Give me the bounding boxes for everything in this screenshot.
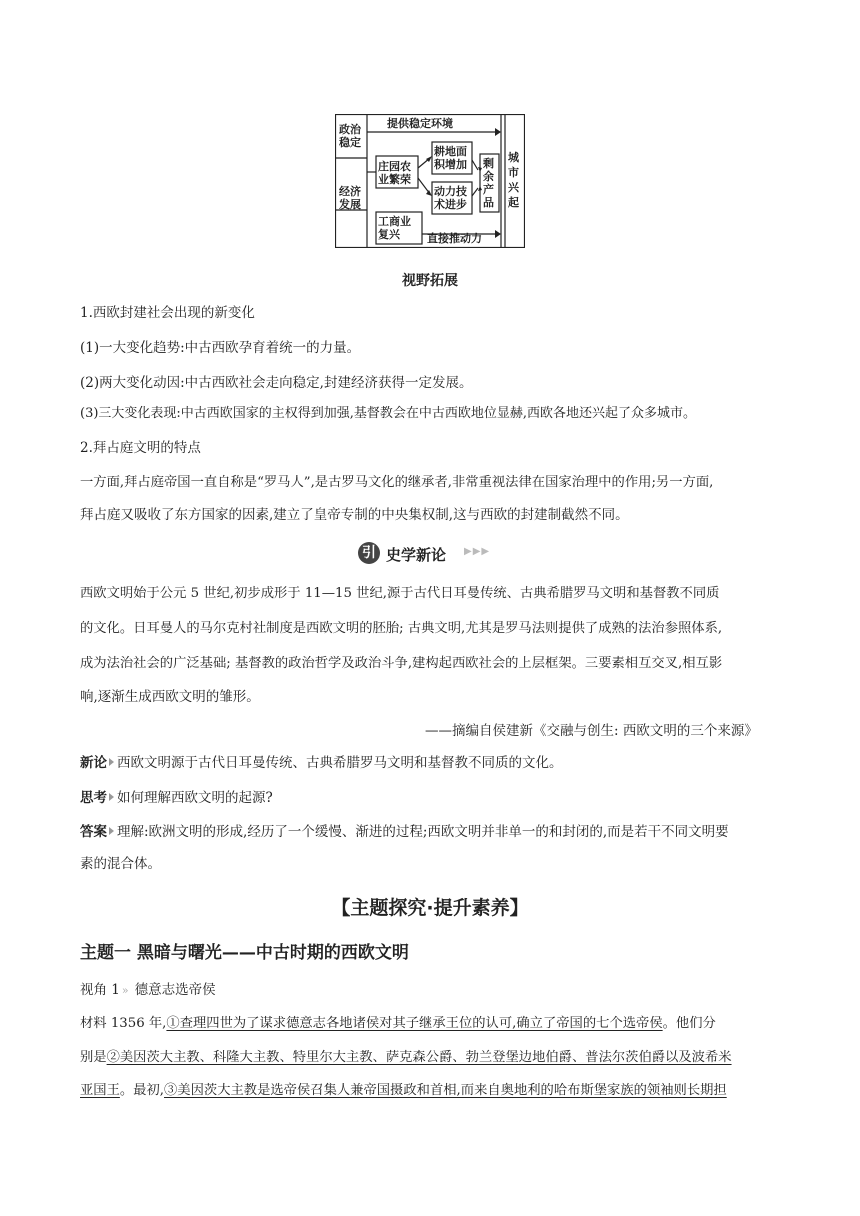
answer-line-2: 素的混合体。 — [80, 856, 161, 872]
triangle-icon — [109, 827, 114, 835]
expand-line-7: 拜占庭又吸收了东方国家的因素,建立了皇帝专制的中央集权制,这与西欧的封建制截然不同。 — [80, 507, 629, 523]
answer-tag: 答案 — [80, 824, 107, 840]
history-line-4: 响,逐渐生成西欧文明的雏形。 — [80, 689, 260, 705]
city-label: 城 市 兴 起 — [508, 151, 519, 209]
think-tag: 思考 — [80, 790, 107, 806]
expand-title: 视野拓展 — [402, 273, 458, 289]
underline-1: ①查理四世为了谋求德意志各地诸侯对其子继承王位的认可,确立了帝国的七个选帝侯 — [166, 1016, 663, 1031]
history-line-1: 西欧文明始于公元 5 世纪,初步成形于 11—15 世纪,源于古代日耳曼传统、古典希腊罗马文明和基督教不同质 — [80, 586, 720, 601]
expand-line-3: (2)两大变化动因:中古西欧社会走向稳定,封建经济获得一定发展。 — [80, 375, 473, 391]
material-line-3: 亚国王。最初,③美因茨大主教是选帝侯召集人兼帝国摄政和首相,而来自奥地利的哈布斯堡家族的领袖则长期担 — [80, 1083, 727, 1098]
history-banner — [352, 541, 512, 567]
underline-2-end: 亚国王 — [80, 1083, 120, 1098]
surplus-label: 剩 余 产 品 — [483, 157, 494, 209]
underline-3: ③美因茨大主教是选帝侯召集人兼帝国摄政和首相,而来自奥地利的哈布斯堡家族的领袖则长期担 — [164, 1083, 727, 1098]
new-view-text: 西欧文明源于古代日耳曼传统、古典希腊罗马文明和基督教不同质的文化。 — [117, 755, 563, 771]
farmland-label: 耕地面 积增加 — [434, 145, 467, 171]
commerce-label: 工商业 复兴 — [378, 215, 411, 241]
think-text: 如何理解西欧文明的起源? — [117, 790, 273, 806]
city-rise-diagram — [335, 114, 525, 248]
stable-env-label: 提供稳定环境 — [387, 117, 453, 130]
new-view-tag: 新论 — [80, 755, 107, 771]
diagram-lines — [335, 114, 525, 248]
material-line-2: 别是②美因茨大主教、科隆大主教、特里尔大主教、萨克森公爵、勃兰登堡边地伯爵、普法尔茨伯爵以及波希米 — [80, 1050, 732, 1065]
triangle-icon — [109, 793, 114, 801]
answer-text: 理解:欧洲文明的形成,经历了一个缓慢、渐进的过程;西欧文明并非单一的和封闭的,而是若干不同文明要 — [117, 824, 729, 840]
triple-arrow-icon: ▶▶▶ — [464, 546, 491, 557]
expand-line-4: (3)三大变化表现:中古西欧国家的主权得到加强,基督教会在中古西欧地位显赫,西欧各地还兴起了众多城市。 — [80, 406, 697, 421]
expand-line-5: 2.拜占庭文明的特点 — [80, 440, 201, 456]
politics-label: 政治 稳定 — [339, 123, 361, 149]
angle-text: 德意志选帝侯 — [134, 982, 216, 998]
labor-label: 动力技 术进步 — [434, 185, 467, 211]
triangle-icon — [109, 758, 114, 766]
material-line-1: 材料 1356 年,①查理四世为了谋求德意志各地诸侯对其子继承王位的认可,确立了帝国的七个选帝侯。他们分 — [80, 1016, 716, 1031]
banner-label: 史学新论 — [386, 546, 447, 564]
new-view-row — [80, 754, 563, 772]
theme-title: 主题一 黑暗与曙光——中古时期的西欧文明 — [80, 943, 409, 963]
economy-label: 经济 发展 — [339, 185, 361, 211]
answer-row — [80, 823, 729, 841]
direct-label: 直接推动力 — [427, 232, 482, 245]
expand-line-6: 一方面,拜占庭帝国一直自称是“罗马人”,是古罗马文化的继承者,非常重视法律在国家治理中的作用;另一方面, — [80, 475, 714, 490]
double-chevron-icon: » — [121, 984, 129, 997]
angle-label: 视角 1 — [80, 982, 120, 998]
history-line-3: 成为法治社会的广泛基础; 基督教的政治哲学及政治斗争,建构起西欧社会的上层框架。三要素相互交叉,相互影 — [80, 656, 723, 671]
angle-row — [80, 981, 216, 1000]
think-row — [80, 789, 273, 807]
section-title: 【主题探究·提升素养】 — [331, 897, 529, 919]
manor-label: 庄园农 业繁荣 — [378, 160, 411, 186]
underline-2: ②美因茨大主教、科隆大主教、特里尔大主教、萨克森公爵、勃兰登堡边地伯爵、普法尔茨伯爵以及波希米 — [106, 1050, 732, 1065]
history-line-2: 的文化。日耳曼人的马尔克村社制度是西欧文明的胚胎; 古典文明,尤其是罗马法则提供了成熟的法治参照体系, — [80, 621, 723, 636]
quote-icon: 引 — [358, 542, 380, 564]
expand-line-1: 1.西欧封建社会出现的新变化 — [80, 305, 255, 321]
history-source: ——摘编自侯建新《交融与创生: 西欧文明的三个来源》 — [425, 723, 758, 739]
expand-line-2: (1)一大变化趋势:中古西欧孕育着统一的力量。 — [80, 340, 361, 356]
